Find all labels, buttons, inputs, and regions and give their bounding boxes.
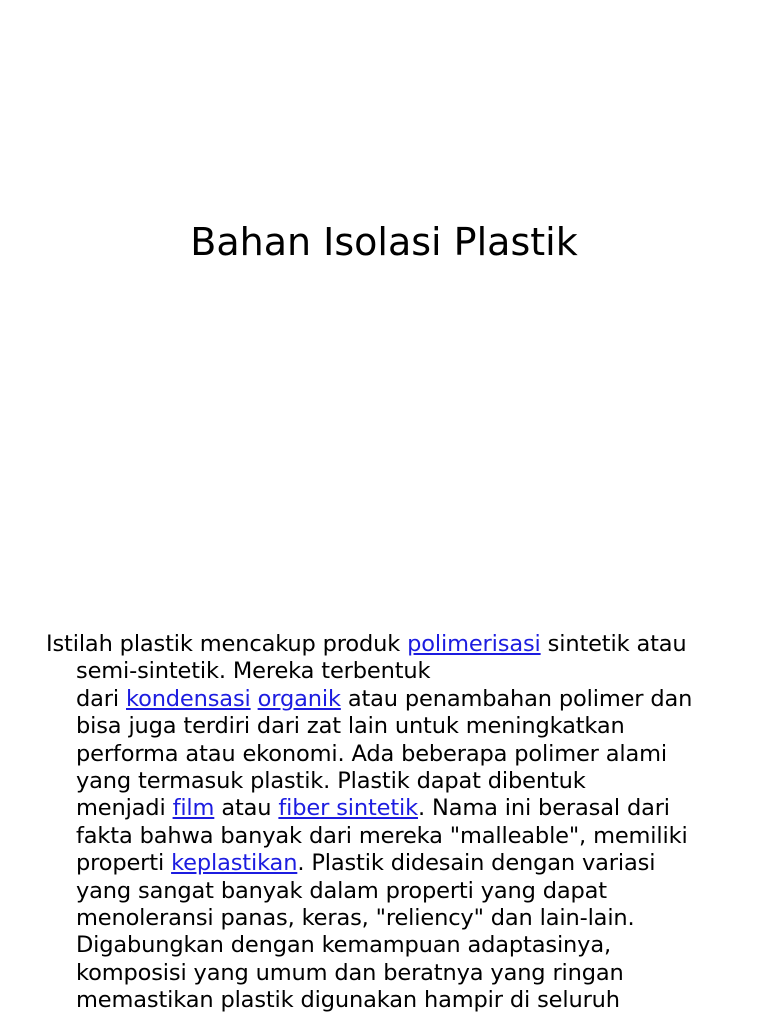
paragraph-line-2: semi-sintetik. Mereka terbentuk	[76, 658, 431, 685]
link-organik[interactable]: organik	[257, 685, 341, 712]
slide-title: Bahan Isolasi Plastik	[190, 220, 578, 264]
paragraph-line-9	[46, 850, 736, 877]
paragraph-line-11: menoleransi panas, keras, "reliency" dan lain-lain.	[76, 904, 635, 931]
paragraph-line-5: performa atau ekonomi. Ada beberapa polimer alami	[76, 740, 668, 767]
paragraph-line-13: komposisi yang umum dan beratnya yang ringan	[76, 959, 624, 986]
text-run: dari	[76, 685, 119, 712]
text-run: menjadi	[76, 795, 166, 822]
text-run: Istilah plastik mencakup produk	[46, 631, 401, 657]
link-fiber-sintetik[interactable]: fiber sintetik	[278, 795, 419, 822]
paragraph-line-7	[46, 795, 736, 822]
text-run: atau	[221, 795, 272, 822]
paragraph-line-10: yang sangat banyak dalam properti yang dapat	[76, 877, 607, 904]
body-paragraph	[46, 631, 736, 1014]
paragraph-line-8: fakta bahwa banyak dari mereka "malleable", memiliki	[76, 822, 688, 849]
link-film[interactable]: film	[172, 795, 215, 822]
paragraph-line-12: Digabungkan dengan kemampuan adaptasinya,	[76, 932, 611, 959]
paragraph-line-4: bisa juga terdiri dari zat lain untuk meningkatkan	[76, 713, 625, 740]
paragraph-line-3	[46, 686, 736, 713]
text-run: . Nama ini berasal dari	[418, 795, 670, 822]
link-keplastikan[interactable]: keplastikan	[171, 850, 298, 877]
link-polimerisasi[interactable]: polimerisasi	[407, 631, 541, 657]
paragraph-line-14: memastikan plastik digunakan hampir di seluruh	[76, 987, 620, 1014]
text-run: . Plastik didesain dengan variasi	[297, 850, 656, 877]
paragraph-line-1	[46, 631, 736, 658]
link-kondensasi[interactable]: kondensasi	[126, 685, 251, 712]
text-run: atau penambahan polimer dan	[347, 685, 693, 712]
text-run: sintetik atau	[547, 631, 687, 657]
text-run: properti	[76, 850, 165, 877]
paragraph-line-6: yang termasuk plastik. Plastik dapat dibentuk	[76, 767, 586, 794]
